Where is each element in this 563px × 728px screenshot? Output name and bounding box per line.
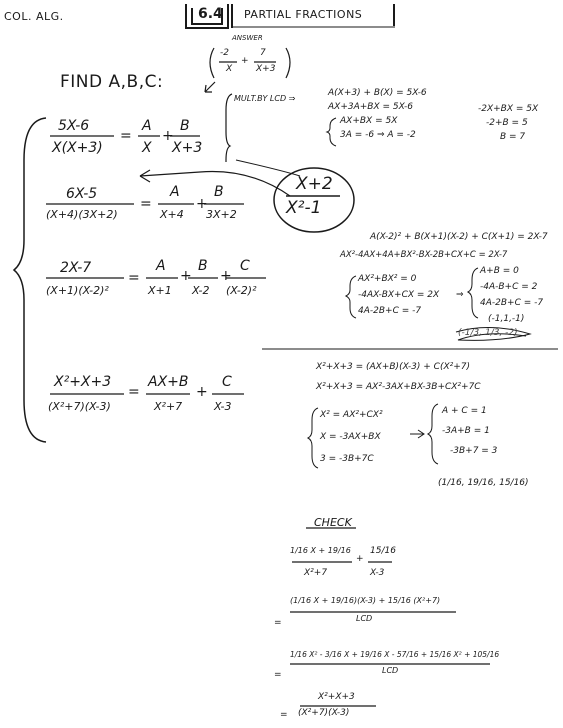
p2-num: 6X-5 <box>66 186 98 202</box>
p3-t2-den: X-2 <box>192 284 210 297</box>
answer-label: ANSWER <box>232 34 263 42</box>
p2-den: (X+4)(3X+2) <box>46 208 118 221</box>
w3-arrow: ⇒ <box>456 290 464 300</box>
page-title: PARTIAL FRACTIONS <box>244 8 363 21</box>
p4-den: (X²+7)(X-3) <box>48 400 111 413</box>
check-s4-num: X²+X+3 <box>318 692 355 702</box>
answer-den2: X+3 <box>256 64 276 74</box>
p3-t2-num: B <box>198 258 208 274</box>
p1-eq: = <box>120 128 132 144</box>
check-s1-b-den: X-3 <box>370 568 385 578</box>
w3-line1: A(X-2)² + B(X+1)(X-2) + C(X+1) = 2X-7 <box>370 232 548 242</box>
section-number: 6.4 <box>198 6 223 22</box>
check-plus: + <box>356 554 364 564</box>
circled-num: X+2 <box>296 174 333 194</box>
w4-side2: -3A+B = 1 <box>442 426 490 436</box>
p1-t2-num: B <box>180 118 190 134</box>
work3-brace <box>346 276 356 318</box>
w3-line3: AX²+BX² = 0 <box>358 274 417 284</box>
check-eq1: = <box>274 618 282 628</box>
check-s1-a: 1/16 X + 19/16 <box>290 546 351 555</box>
check-s1-b: 15/16 <box>370 546 396 556</box>
p4-t1-den: X²+7 <box>154 400 183 413</box>
w3-crossed: (-1/3, 1/3, -2) <box>458 328 518 338</box>
p4-t1-num: AX+B <box>148 374 189 390</box>
w4-line3: X² = AX²+CX² <box>320 410 383 420</box>
p3-t1-den: X+1 <box>148 284 172 297</box>
w4-side3: -3B+7 = 3 <box>450 446 498 456</box>
w4-line4: X = -3AX+BX <box>320 432 381 442</box>
check-s2-den: LCD <box>356 614 373 623</box>
p3-num: 2X-7 <box>60 260 92 276</box>
p3-plus1: + <box>180 268 192 284</box>
circled-den: X²-1 <box>286 198 322 218</box>
p1-t1-den: X <box>142 140 152 156</box>
w1-side2: -2+B = 5 <box>486 118 528 128</box>
p3-t3-num: C <box>240 258 250 274</box>
p3-t3-den: (X-2)² <box>226 284 257 297</box>
check-eq3: = <box>280 710 288 720</box>
w3-side1: A+B = 0 <box>480 266 519 276</box>
p4-eq: = <box>128 384 140 400</box>
w1-side3: B = 7 <box>500 132 526 142</box>
p4-t2-num: C <box>222 374 232 390</box>
work4-brace <box>308 408 318 468</box>
lcd-brace <box>226 94 232 162</box>
p3-eq: = <box>128 270 140 286</box>
p3-t1-num: A <box>156 258 166 274</box>
w1-side1: -2X+BX = 5X <box>478 104 539 114</box>
w1-line1: A(X+3) + B(X) = 5X-6 <box>328 88 427 98</box>
w3-side3: 4A-2B+C = -7 <box>480 298 544 308</box>
p2-plus: + <box>196 196 208 212</box>
check-s3-num: 1/16 X² - 3/16 X + 19/16 X - 57/16 + 15/16 X² + 105/16 <box>290 650 500 659</box>
w4-line2: X²+X+3 = AX²-3AX+BX-3B+CX²+7C <box>316 382 481 392</box>
w3-result: (-1,1,-1) <box>488 314 525 324</box>
answer-num1: -2 <box>220 48 229 58</box>
check-title: CHECK <box>314 516 352 529</box>
w3-line2: AX²-4AX+4A+BX²-BX-2B+CX+C = 2X-7 <box>340 250 508 260</box>
check-s4-den: (X²+7)(X-3) <box>298 708 350 718</box>
answer-den1: X <box>226 64 233 74</box>
p2-t2-den: 3X+2 <box>206 208 237 221</box>
find-heading: FIND A,B,C: <box>60 72 164 92</box>
p4-plus: + <box>196 384 208 400</box>
w3-side2: -4A-B+C = 2 <box>480 282 538 292</box>
p2-t1-num: A <box>170 184 180 200</box>
answer-num2: 7 <box>260 48 266 58</box>
p2-t2-num: B <box>214 184 224 200</box>
p1-num: 5X-6 <box>58 118 90 134</box>
check-s3-den: LCD <box>382 666 399 675</box>
work4-arrow <box>410 430 424 438</box>
p2-t1-den: X+4 <box>160 208 184 221</box>
p4-num: X²+X+3 <box>54 374 112 390</box>
p3-den: (X+1)(X-2)² <box>46 284 109 297</box>
p1-plus: + <box>162 128 174 144</box>
w4-line1: X²+X+3 = (AX+B)(X-3) + C(X²+7) <box>316 362 471 372</box>
left-brace <box>14 118 46 442</box>
p3-plus2: + <box>220 268 232 284</box>
work1-brace <box>327 118 336 146</box>
w1-line2: AX+3A+BX = 5X-6 <box>328 102 413 112</box>
w3-line4: -4AX-BX+CX = 2X <box>358 290 440 300</box>
check-eq2: = <box>274 670 282 680</box>
check-s2-num: (1/16 X + 19/16)(X-3) + 15/16 (X²+7) <box>290 596 441 605</box>
w4-line5: 3 = -3B+7C <box>320 454 374 464</box>
p1-den: X(X+3) <box>52 140 103 156</box>
p2-eq: = <box>140 196 152 212</box>
w1-line3: AX+BX = 5X <box>340 116 398 126</box>
p1-t1-num: A <box>142 118 152 134</box>
course-label: COL. ALG. <box>4 10 64 23</box>
work3-brace2 <box>468 268 478 318</box>
w1-line4: 3A = -6 ⇒ A = -2 <box>340 130 416 140</box>
w4-result: (1/16, 19/16, 15/16) <box>438 478 529 488</box>
p1-t2-den: X+3 <box>172 140 203 156</box>
w3-line5: 4A-2B+C = -7 <box>358 306 422 316</box>
mult-note: MULT.BY LCD ⇒ <box>234 94 296 103</box>
p4-t2-den: X-3 <box>214 400 232 413</box>
work4-brace2 <box>428 404 438 464</box>
answer-plus: + <box>241 56 249 66</box>
answer-box <box>205 48 290 92</box>
check-s1-a-den: X²+7 <box>304 568 328 578</box>
w4-side1: A + C = 1 <box>442 406 487 416</box>
